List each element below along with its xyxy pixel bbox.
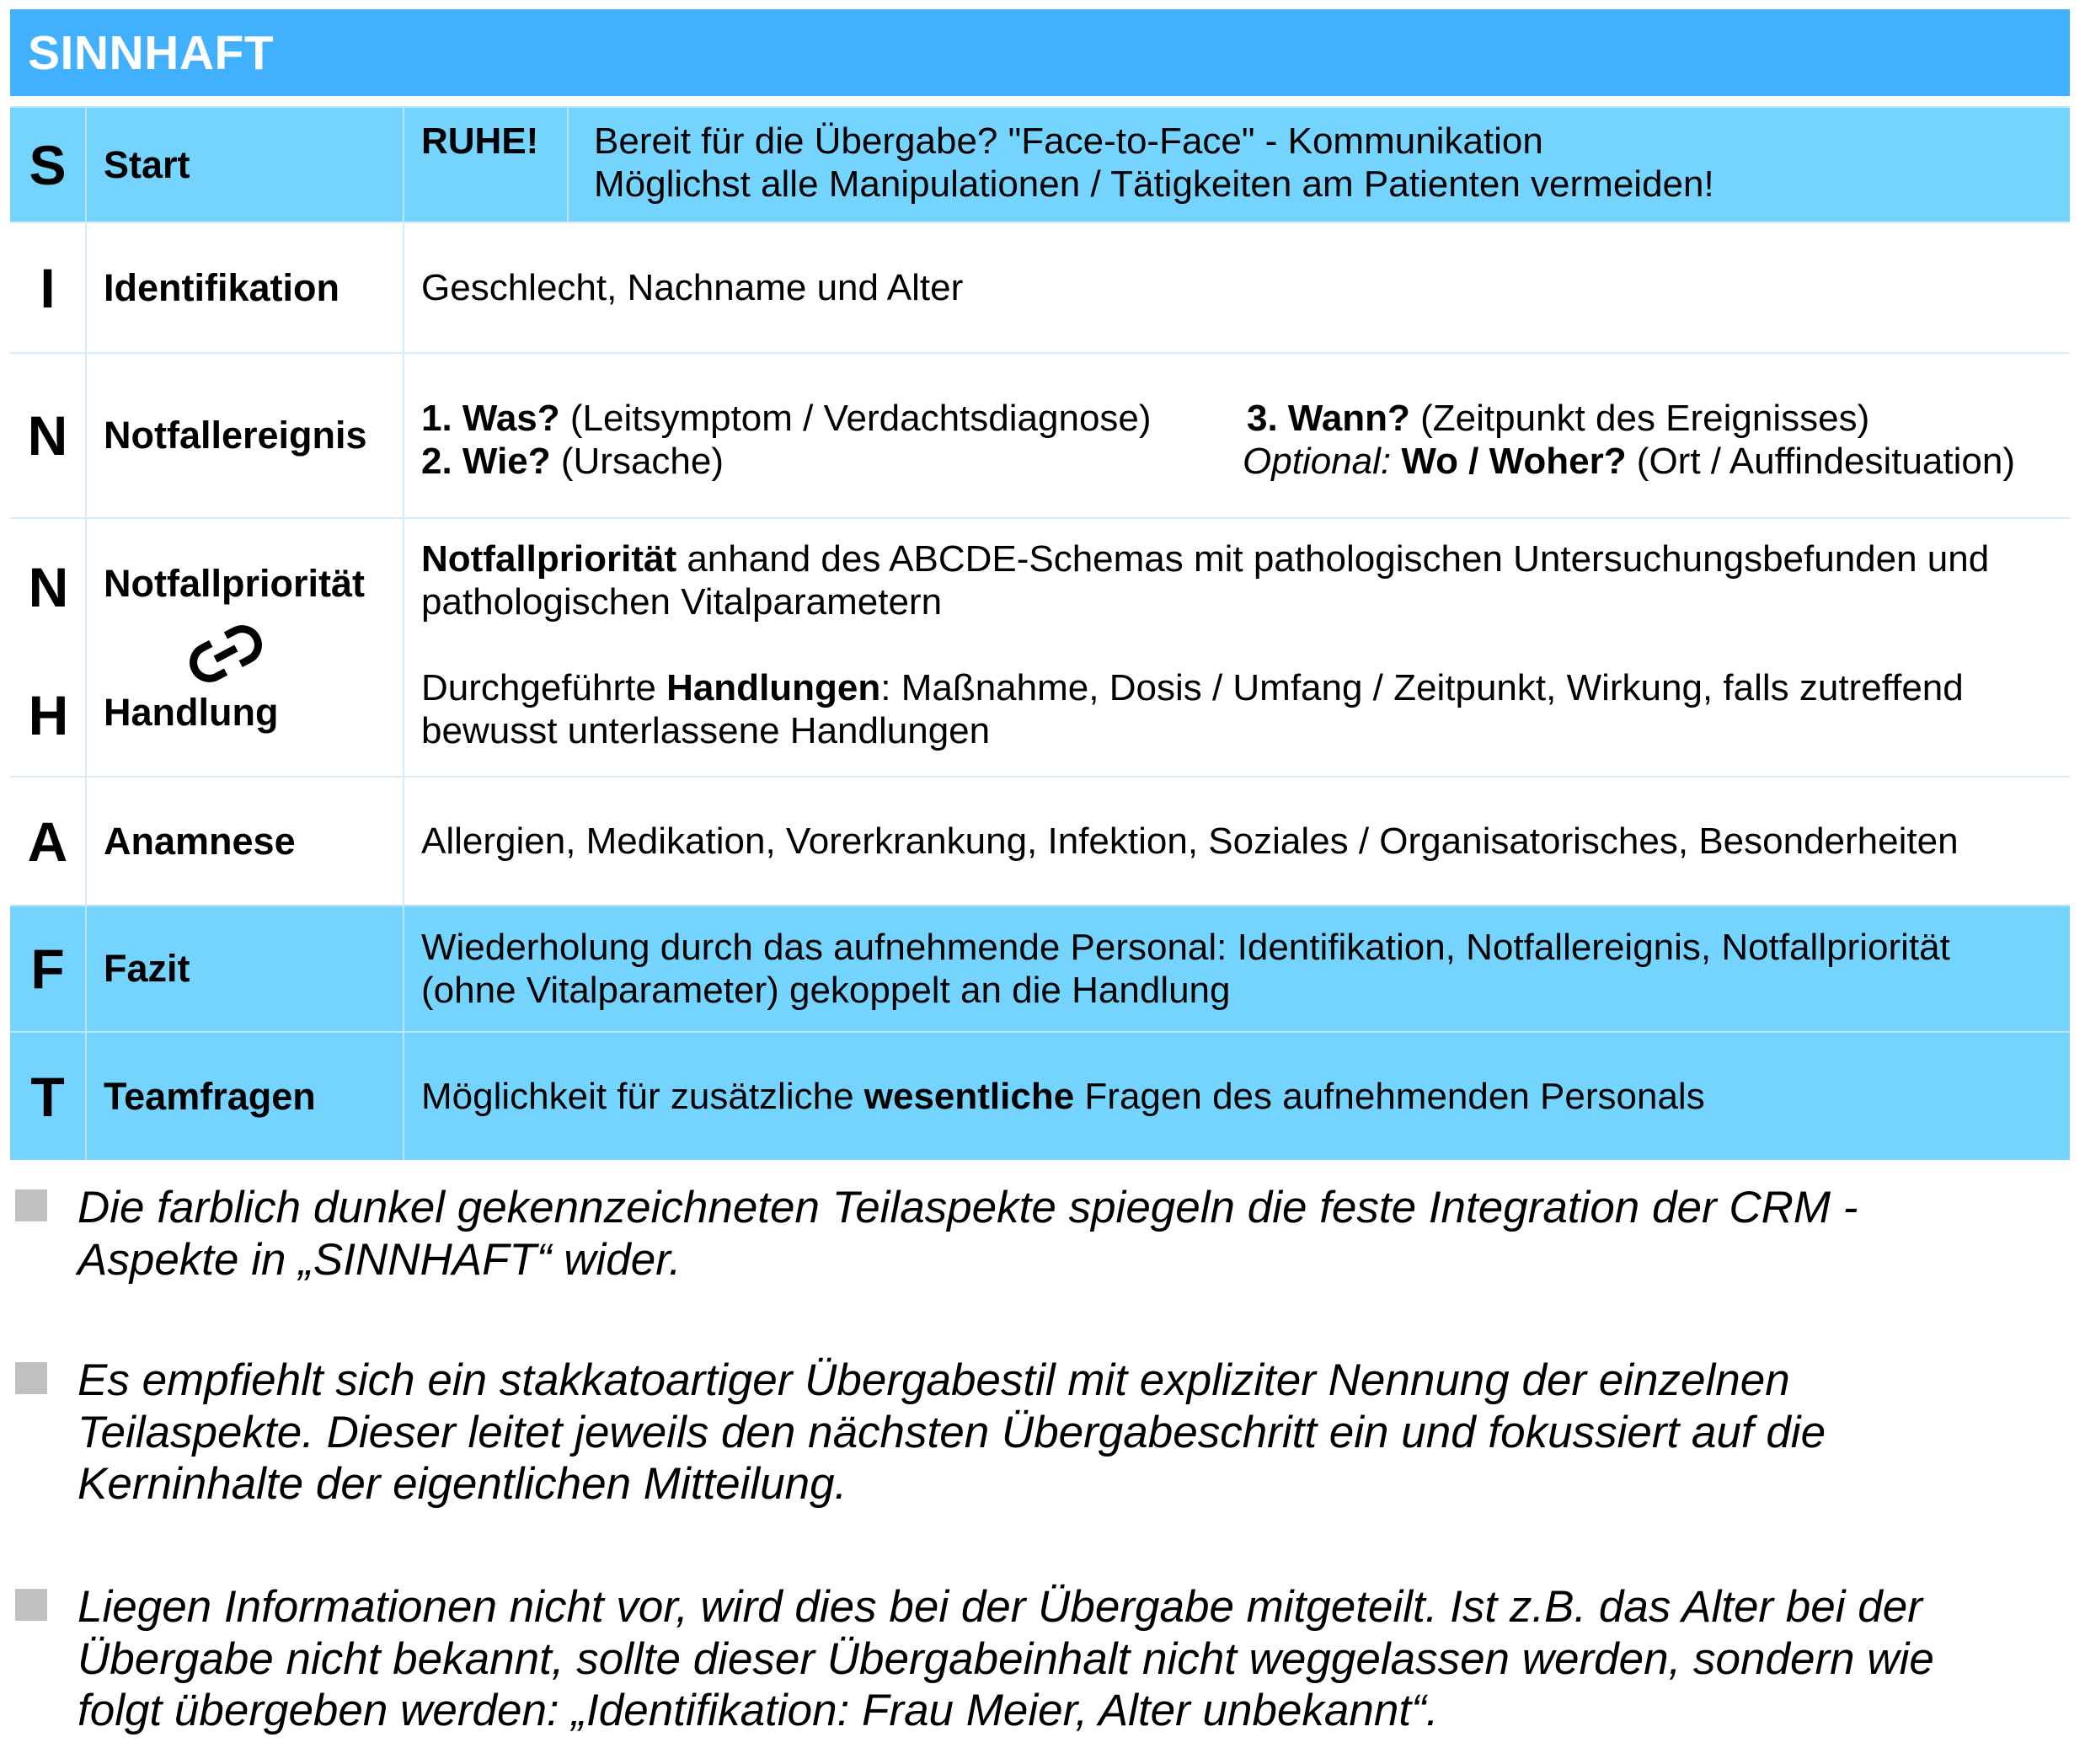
emphasis: Notfallpriorität (421, 538, 677, 580)
question-wann (1243, 397, 2015, 440)
question-label: Wo / Woher? (1391, 441, 1627, 482)
table-title: SINNHAFT (28, 26, 275, 80)
notfallprioritaet-text (421, 537, 2061, 623)
row-content (404, 906, 2070, 1031)
row-letter: N (10, 354, 87, 517)
questions-right (1243, 397, 2015, 483)
note-line: Liegen Informationen nicht vor, wird dies bei der Übergabe mitgeteilt. Ist z.B. das Alter bei der (78, 1582, 1922, 1632)
row-notfallprioritaet-handlung (10, 517, 2070, 776)
fazit-line-1: Wiederholung durch das aufnehmende Personal: Identifikation, Notfallereignis, Notfallpriorität (421, 927, 1950, 968)
text: anhand des ABCDE-Schemas mit pathologischen Untersuchungsbefunden und pathologischen Vitalparametern (421, 538, 1990, 623)
question-detail: (Ursache) (550, 441, 724, 482)
row-label: Teamfragen (87, 1033, 404, 1160)
question-optional (1243, 440, 2015, 483)
row-identifikation (10, 222, 2070, 352)
anamnese-text: Allergien, Medikation, Vorerkrankung, Infektion, Soziales / Organisatorisches, Besonderheiten (421, 821, 1959, 862)
row-letter: T (10, 1033, 87, 1160)
square-bullet-icon (15, 1362, 47, 1394)
row-letter: I (10, 223, 87, 352)
row-start (10, 106, 2070, 222)
note-line: Es empfiehlt sich ein stakkatoartiger Übergabestil mit expliziter Nennung der einzelnen (78, 1355, 1790, 1405)
row-letter-h: H (28, 684, 69, 746)
note-line: folgt übergeben werden: „Identifikation: Frau Meier, Alter unbekannt“. (78, 1686, 1439, 1735)
note-line: Die farblich dunkel gekennzeichneten Teilaspekte spiegeln die feste Integration der CRM - (78, 1183, 1858, 1232)
row-letter: S (10, 108, 87, 222)
text: Durchgeführte (421, 667, 667, 708)
question-detail: (Ort / Auffindesituation) (1626, 441, 2015, 482)
fazit-line-2: (ohne Vitalparameter) gekoppelt an die Handlung (421, 970, 1231, 1011)
questions-left (421, 397, 1152, 483)
question-label: 3. Wann? (1247, 398, 1410, 439)
question-detail: (Zeitpunkt des Ereignisses) (1409, 398, 1870, 439)
row-content (404, 519, 2070, 776)
square-bullet-icon (15, 1189, 47, 1221)
note-text (78, 1581, 2077, 1737)
table-header (10, 9, 2070, 96)
note-text (78, 1355, 2077, 1510)
question-label: 1. Was? (421, 398, 560, 439)
question-label: 2. Wie? (421, 441, 551, 482)
row-letter: A (10, 778, 87, 905)
identifikation-text: Geschlecht, Nachname und Alter (421, 267, 964, 308)
row-content (404, 223, 2070, 352)
row-teamfragen (10, 1031, 2070, 1160)
note-line: Teilaspekte. Dieser leitet jeweils den nächsten Übergabeschritt ein und fokussiert auf die (78, 1407, 1826, 1457)
row-anamnese (10, 776, 2070, 905)
emphasis: Handlungen (666, 667, 881, 708)
row-labels (87, 519, 404, 776)
start-lead: RUHE! (404, 108, 569, 222)
teamfragen-text (421, 1075, 2070, 1118)
row-label-handlung: Handlung (104, 691, 279, 734)
note-text (78, 1182, 2077, 1286)
question-detail: (Leitsymptom / Verdachtsdiagnose) (559, 398, 1152, 439)
note-line: Aspekte in „SINNHAFT“ wider. (78, 1234, 682, 1285)
square-bullet-icon (15, 1589, 47, 1621)
row-content (404, 354, 2070, 517)
row-label: Notfallereignis (87, 354, 404, 517)
row-content (404, 1033, 2070, 1160)
row-label: Identifikation (87, 223, 404, 352)
optional-label: Optional: (1243, 441, 1392, 482)
start-line-1: Bereit für die Übergabe? "Face-to-Face" - Kommunikation (594, 120, 1543, 162)
start-line-2: Möglichst alle Manipulationen / Tätigkeiten am Patienten vermeiden! (594, 163, 1714, 205)
question-wie (421, 440, 1152, 483)
row-content (404, 778, 2070, 905)
row-letters (10, 519, 87, 776)
row-label: Anamnese (87, 778, 404, 905)
row-notfallereignis (10, 352, 2070, 517)
row-label: Fazit (87, 906, 404, 1031)
handlung-text (421, 666, 2061, 752)
row-letter: F (10, 906, 87, 1031)
link-icon (184, 624, 268, 683)
text: : Maßnahme, Dosis / Umfang / Zeitpunkt, Wirkung, falls zutreffend bewusst unterlassene Handlungen (421, 667, 1964, 751)
row-label: Start (87, 108, 404, 222)
note-line: Übergabe nicht bekannt, sollte dieser Übergabeinhalt nicht weggelassen werden, sondern wie (78, 1633, 1934, 1684)
start-description (569, 108, 2070, 222)
note-line: Kerninhalte der eigentlichen Mitteilung. (78, 1459, 847, 1509)
row-letter-n: N (28, 556, 69, 618)
question-was (421, 397, 1152, 440)
row-label-notfallprioritaet: Notfallpriorität (104, 562, 365, 605)
row-fazit (10, 905, 2070, 1031)
text: Möglichkeit für zusätzliche (421, 1076, 864, 1117)
text: Fragen des aufnehmenden Personals (1074, 1076, 1705, 1117)
emphasis: wesentliche (863, 1076, 1075, 1117)
